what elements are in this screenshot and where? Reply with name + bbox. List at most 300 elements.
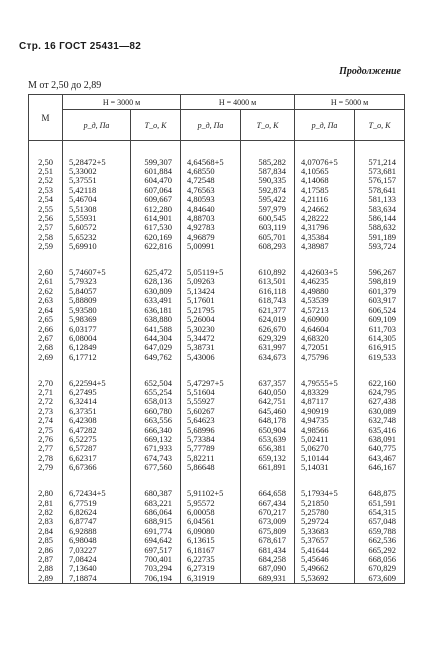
m-cell: 2,72 (29, 397, 63, 406)
p-4000-cell: 5,21795 (181, 306, 241, 315)
m-cell: 2,77 (29, 444, 63, 453)
spacer-cell (29, 473, 63, 490)
spacer-cell (131, 473, 181, 490)
spacer-cell (295, 473, 355, 490)
t-5000-cell: 635,416 (355, 426, 405, 435)
table-row (29, 463, 405, 472)
p-5000-cell: 5,41644 (295, 546, 355, 555)
spacer-cell (295, 141, 355, 158)
table-body (29, 141, 405, 584)
t-5000-cell: 611,703 (355, 325, 405, 334)
t-4000-cell: 645,460 (241, 407, 295, 416)
spacer-cell (181, 473, 241, 490)
m-cell: 2,64 (29, 306, 63, 315)
p-5000-cell: 5,29724 (295, 517, 355, 526)
t-5000-cell: 598,819 (355, 277, 405, 286)
t-4000-cell: 590,335 (241, 176, 295, 185)
t-4000-cell: 678,617 (241, 536, 295, 545)
p-5000-cell: 5,45646 (295, 555, 355, 564)
t-4000-cell: 659,132 (241, 454, 295, 463)
p-3000-cell: 5,46704 (63, 195, 131, 204)
t-3000-cell: 612,280 (131, 205, 181, 214)
p-4000-cell: 6,18167 (181, 546, 241, 555)
t-4000-cell: 585,282 (241, 158, 295, 167)
p-3000-cell: 6,87747 (63, 517, 131, 526)
m-cell: 2,75 (29, 426, 63, 435)
t-3000-cell: 607,064 (131, 186, 181, 195)
p-3000-cell: 6,52275 (63, 435, 131, 444)
t-4000-cell: 626,670 (241, 325, 295, 334)
t-4000-cell: 634,673 (241, 353, 295, 362)
m-cell: 2,79 (29, 463, 63, 472)
p-4000-cell: 5,95572 (181, 499, 241, 508)
p-3000-cell: 5,69910 (63, 242, 131, 251)
p-5000-cell: 4,53539 (295, 296, 355, 305)
t-5000-cell: 606,524 (355, 306, 405, 315)
p-4000-cell: 5,64623 (181, 416, 241, 425)
header-group-4000: Н = 4000 м (181, 95, 295, 110)
t-5000-cell: 646,167 (355, 463, 405, 472)
spacer-cell (295, 362, 355, 379)
table-row (29, 574, 405, 584)
t-5000-cell: 601,379 (355, 287, 405, 296)
p-4000-cell: 5,55927 (181, 397, 241, 406)
m-cell: 2,76 (29, 435, 63, 444)
t-5000-cell: 668,056 (355, 555, 405, 564)
t-4000-cell: 637,357 (241, 379, 295, 388)
t-5000-cell: 581,133 (355, 195, 405, 204)
m-cell: 2,89 (29, 574, 63, 584)
t-3000-cell: 706,194 (131, 574, 181, 584)
p-3000-cell: 6,03177 (63, 325, 131, 334)
t-4000-cell: 595,422 (241, 195, 295, 204)
m-cell: 2,66 (29, 325, 63, 334)
t-3000-cell: 630,809 (131, 287, 181, 296)
t-4000-cell: 689,931 (241, 574, 295, 584)
header-group-3000: Н = 3000 м (63, 95, 181, 110)
p-4000-cell: 6,22735 (181, 555, 241, 564)
p-5000-cell: 5,17934+5 (295, 489, 355, 498)
t-5000-cell: 654,315 (355, 508, 405, 517)
t-3000-cell: 609,667 (131, 195, 181, 204)
p-3000-cell: 6,08004 (63, 334, 131, 343)
t-3000-cell: 686,064 (131, 508, 181, 517)
p-5000-cell: 4,07076+5 (295, 158, 355, 167)
t-4000-cell: 631,997 (241, 343, 295, 352)
p-5000-cell: 4,49880 (295, 287, 355, 296)
p-5000-cell: 4,35384 (295, 233, 355, 242)
t-3000-cell: 633,491 (131, 296, 181, 305)
p-4000-cell: 4,76563 (181, 186, 241, 195)
spacer-cell (355, 141, 405, 158)
p-5000-cell: 4,46235 (295, 277, 355, 286)
spacer-cell (181, 252, 241, 269)
p-4000-cell: 4,84640 (181, 205, 241, 214)
m-cell: 2,86 (29, 546, 63, 555)
t-5000-cell: 673,609 (355, 574, 405, 584)
t-4000-cell: 664,658 (241, 489, 295, 498)
spacer-cell (131, 252, 181, 269)
p-4000-cell: 5,77789 (181, 444, 241, 453)
t-3000-cell: 622,816 (131, 242, 181, 251)
m-cell: 2,73 (29, 407, 63, 416)
t-5000-cell: 573,681 (355, 167, 405, 176)
p-4000-cell: 5,05119+5 (181, 268, 241, 277)
p-5000-cell: 5,33683 (295, 527, 355, 536)
data-table-wrapper (28, 94, 404, 584)
spacer-cell (131, 362, 181, 379)
p-5000-cell: 5,10144 (295, 454, 355, 463)
p-3000-cell: 5,28472+5 (63, 158, 131, 167)
t-3000-cell: 601,884 (131, 167, 181, 176)
p-4000-cell: 6,04561 (181, 517, 241, 526)
t-3000-cell: 628,136 (131, 277, 181, 286)
range-caption: М от 2,50 до 2,89 (28, 80, 102, 91)
page-header: Стр. 16 ГОСТ 25431—82 (19, 41, 142, 52)
t-3000-cell: 617,530 (131, 223, 181, 232)
m-cell: 2,62 (29, 287, 63, 296)
t-4000-cell: 616,118 (241, 287, 295, 296)
m-cell: 2,74 (29, 416, 63, 425)
t-3000-cell: 652,504 (131, 379, 181, 388)
m-cell: 2,65 (29, 315, 63, 324)
p-5000-cell: 4,64604 (295, 325, 355, 334)
m-cell: 2,51 (29, 167, 63, 176)
t-5000-cell: 651,591 (355, 499, 405, 508)
p-4000-cell: 5,09263 (181, 277, 241, 286)
spacer-cell (29, 141, 63, 158)
p-5000-cell: 5,02411 (295, 435, 355, 444)
t-3000-cell: 700,401 (131, 555, 181, 564)
spacer-cell (241, 473, 295, 490)
m-cell: 2,83 (29, 517, 63, 526)
t-4000-cell: 673,009 (241, 517, 295, 526)
t-3000-cell: 647,029 (131, 343, 181, 352)
t-5000-cell: 632,748 (355, 416, 405, 425)
p-5000-cell: 4,28222 (295, 214, 355, 223)
m-cell: 2,88 (29, 564, 63, 573)
t-5000-cell: 662,536 (355, 536, 405, 545)
t-4000-cell: 661,891 (241, 463, 295, 472)
p-4000-cell: 5,82211 (181, 454, 241, 463)
p-5000-cell: 5,14031 (295, 463, 355, 472)
p-3000-cell: 7,08424 (63, 555, 131, 564)
spacer-cell (181, 362, 241, 379)
p-4000-cell: 5,30230 (181, 325, 241, 334)
t-3000-cell: 636,181 (131, 306, 181, 315)
t-5000-cell: 640,775 (355, 444, 405, 453)
p-3000-cell: 6,32414 (63, 397, 131, 406)
p-3000-cell: 5,74607+5 (63, 268, 131, 277)
t-3000-cell: 625,472 (131, 268, 181, 277)
t-4000-cell: 640,050 (241, 388, 295, 397)
t-3000-cell: 614,901 (131, 214, 181, 223)
p-5000-cell: 4,94735 (295, 416, 355, 425)
header-p-3000: p_д, Па (63, 110, 131, 141)
p-4000-cell: 5,47297+5 (181, 379, 241, 388)
p-5000-cell: 5,49662 (295, 564, 355, 573)
t-4000-cell: 608,293 (241, 242, 295, 251)
m-cell: 2,70 (29, 379, 63, 388)
p-3000-cell: 5,37551 (63, 176, 131, 185)
p-4000-cell: 5,68996 (181, 426, 241, 435)
header-p-4000: p_д, Па (181, 110, 241, 141)
m-cell: 2,60 (29, 268, 63, 277)
atmosphere-table (28, 94, 405, 584)
t-3000-cell: 677,560 (131, 463, 181, 472)
p-5000-cell: 4,17585 (295, 186, 355, 195)
t-3000-cell: 660,780 (131, 407, 181, 416)
t-5000-cell: 616,915 (355, 343, 405, 352)
m-cell: 2,87 (29, 555, 63, 564)
t-5000-cell: 619,533 (355, 353, 405, 362)
p-3000-cell: 6,92888 (63, 527, 131, 536)
t-3000-cell: 620,169 (131, 233, 181, 242)
p-4000-cell: 4,68550 (181, 167, 241, 176)
t-4000-cell: 597,979 (241, 205, 295, 214)
t-4000-cell: 603,119 (241, 223, 295, 232)
t-5000-cell: 627,438 (355, 397, 405, 406)
header-t-4000: T_о, К (241, 110, 295, 141)
p-5000-cell: 4,24662 (295, 205, 355, 214)
p-4000-cell: 5,17601 (181, 296, 241, 305)
t-5000-cell: 657,048 (355, 517, 405, 526)
t-3000-cell: 694,642 (131, 536, 181, 545)
p-5000-cell: 4,57213 (295, 306, 355, 315)
t-4000-cell: 624,019 (241, 315, 295, 324)
t-5000-cell: 665,292 (355, 546, 405, 555)
t-5000-cell: 670,829 (355, 564, 405, 573)
m-cell: 2,78 (29, 454, 63, 463)
m-cell: 2,52 (29, 176, 63, 185)
t-5000-cell: 638,091 (355, 435, 405, 444)
p-4000-cell: 5,00991 (181, 242, 241, 251)
p-4000-cell: 6,13615 (181, 536, 241, 545)
spacer-cell (63, 252, 131, 269)
p-4000-cell: 6,27319 (181, 564, 241, 573)
p-4000-cell: 6,31919 (181, 574, 241, 584)
p-3000-cell: 6,27495 (63, 388, 131, 397)
t-3000-cell: 599,307 (131, 158, 181, 167)
t-4000-cell: 587,834 (241, 167, 295, 176)
spacer-cell (241, 362, 295, 379)
t-5000-cell: 659,788 (355, 527, 405, 536)
t-3000-cell: 604,470 (131, 176, 181, 185)
p-3000-cell: 5,33002 (63, 167, 131, 176)
t-3000-cell: 697,517 (131, 546, 181, 555)
p-5000-cell: 5,25780 (295, 508, 355, 517)
m-cell: 2,57 (29, 223, 63, 232)
p-3000-cell: 5,93580 (63, 306, 131, 315)
p-4000-cell: 4,64568+5 (181, 158, 241, 167)
p-5000-cell: 4,31796 (295, 223, 355, 232)
t-4000-cell: 592,874 (241, 186, 295, 195)
spacer-cell (355, 362, 405, 379)
spacer-cell (29, 362, 63, 379)
t-4000-cell: 629,329 (241, 334, 295, 343)
t-4000-cell: 667,434 (241, 499, 295, 508)
p-3000-cell: 5,84057 (63, 287, 131, 296)
t-4000-cell: 605,701 (241, 233, 295, 242)
p-4000-cell: 5,43006 (181, 353, 241, 362)
p-5000-cell: 4,90919 (295, 407, 355, 416)
p-4000-cell: 5,91102+5 (181, 489, 241, 498)
p-3000-cell: 7,18874 (63, 574, 131, 584)
t-5000-cell: 583,634 (355, 205, 405, 214)
m-cell: 2,53 (29, 186, 63, 195)
p-3000-cell: 5,51308 (63, 205, 131, 214)
p-5000-cell: 5,21850 (295, 499, 355, 508)
m-cell: 2,71 (29, 388, 63, 397)
m-cell: 2,82 (29, 508, 63, 517)
t-3000-cell: 641,588 (131, 325, 181, 334)
t-5000-cell: 603,917 (355, 296, 405, 305)
spacer-cell (241, 141, 295, 158)
p-5000-cell: 4,60900 (295, 315, 355, 324)
p-3000-cell: 6,77519 (63, 499, 131, 508)
block-spacer (29, 252, 405, 269)
t-5000-cell: 593,724 (355, 242, 405, 251)
t-4000-cell: 670,217 (241, 508, 295, 517)
p-3000-cell: 5,42118 (63, 186, 131, 195)
header-t-5000: T_о, К (355, 110, 405, 141)
t-4000-cell: 613,501 (241, 277, 295, 286)
m-cell: 2,68 (29, 343, 63, 352)
p-5000-cell: 4,38987 (295, 242, 355, 251)
t-5000-cell: 609,109 (355, 315, 405, 324)
t-3000-cell: 669,132 (131, 435, 181, 444)
p-4000-cell: 5,60267 (181, 407, 241, 416)
p-3000-cell: 6,22594+5 (63, 379, 131, 388)
p-4000-cell: 5,51604 (181, 388, 241, 397)
table-row (29, 242, 405, 251)
p-5000-cell: 4,10565 (295, 167, 355, 176)
t-5000-cell: 614,305 (355, 334, 405, 343)
p-5000-cell: 4,87117 (295, 397, 355, 406)
p-4000-cell: 4,72548 (181, 176, 241, 185)
p-4000-cell: 5,38731 (181, 343, 241, 352)
header-m: М (29, 95, 63, 141)
header-t-3000: T_о, К (131, 110, 181, 141)
p-3000-cell: 7,13640 (63, 564, 131, 573)
p-3000-cell: 6,72434+5 (63, 489, 131, 498)
p-5000-cell: 4,21116 (295, 195, 355, 204)
t-3000-cell: 666,340 (131, 426, 181, 435)
t-5000-cell: 643,467 (355, 454, 405, 463)
t-3000-cell: 638,880 (131, 315, 181, 324)
p-3000-cell: 6,57287 (63, 444, 131, 453)
p-4000-cell: 5,73384 (181, 435, 241, 444)
header-group-5000: Н = 5000 м (295, 95, 405, 110)
p-3000-cell: 6,67366 (63, 463, 131, 472)
p-3000-cell: 6,37351 (63, 407, 131, 416)
spacer-cell (355, 473, 405, 490)
t-3000-cell: 703,294 (131, 564, 181, 573)
spacer-cell (63, 141, 131, 158)
spacer-cell (295, 252, 355, 269)
p-5000-cell: 4,68320 (295, 334, 355, 343)
t-4000-cell: 600,545 (241, 214, 295, 223)
m-cell: 2,85 (29, 536, 63, 545)
p-3000-cell: 5,55931 (63, 214, 131, 223)
m-cell: 2,61 (29, 277, 63, 286)
m-cell: 2,69 (29, 353, 63, 362)
p-3000-cell: 6,98048 (63, 536, 131, 545)
t-4000-cell: 618,743 (241, 296, 295, 305)
p-3000-cell: 6,82624 (63, 508, 131, 517)
t-4000-cell: 648,178 (241, 416, 295, 425)
t-3000-cell: 674,743 (131, 454, 181, 463)
block-spacer (29, 141, 405, 158)
spacer-cell (63, 362, 131, 379)
p-5000-cell: 5,37657 (295, 536, 355, 545)
t-4000-cell: 650,904 (241, 426, 295, 435)
t-4000-cell: 621,377 (241, 306, 295, 315)
p-5000-cell: 4,79555+5 (295, 379, 355, 388)
spacer-cell (63, 473, 131, 490)
t-4000-cell: 656,381 (241, 444, 295, 453)
p-3000-cell: 7,03227 (63, 546, 131, 555)
t-3000-cell: 658,013 (131, 397, 181, 406)
m-cell: 2,81 (29, 499, 63, 508)
p-3000-cell: 5,79323 (63, 277, 131, 286)
m-cell: 2,50 (29, 158, 63, 167)
p-3000-cell: 6,47282 (63, 426, 131, 435)
m-cell: 2,58 (29, 233, 63, 242)
m-cell: 2,59 (29, 242, 63, 251)
table-row (29, 353, 405, 362)
p-5000-cell: 4,72051 (295, 343, 355, 352)
spacer-cell (241, 252, 295, 269)
t-4000-cell: 681,434 (241, 546, 295, 555)
p-3000-cell: 5,60572 (63, 223, 131, 232)
t-3000-cell: 649,762 (131, 353, 181, 362)
t-3000-cell: 680,387 (131, 489, 181, 498)
t-4000-cell: 675,809 (241, 527, 295, 536)
m-cell: 2,63 (29, 296, 63, 305)
p-4000-cell: 6,00058 (181, 508, 241, 517)
p-3000-cell: 6,12849 (63, 343, 131, 352)
t-3000-cell: 683,221 (131, 499, 181, 508)
m-cell: 2,80 (29, 489, 63, 498)
p-5000-cell: 4,75796 (295, 353, 355, 362)
spacer-cell (181, 141, 241, 158)
p-3000-cell: 5,98369 (63, 315, 131, 324)
p-5000-cell: 4,83329 (295, 388, 355, 397)
p-5000-cell: 4,98566 (295, 426, 355, 435)
t-5000-cell: 591,189 (355, 233, 405, 242)
t-5000-cell: 571,214 (355, 158, 405, 167)
t-4000-cell: 653,639 (241, 435, 295, 444)
t-5000-cell: 586,144 (355, 214, 405, 223)
p-4000-cell: 4,96879 (181, 233, 241, 242)
t-4000-cell: 684,258 (241, 555, 295, 564)
p-3000-cell: 6,62317 (63, 454, 131, 463)
p-4000-cell: 5,26004 (181, 315, 241, 324)
t-5000-cell: 588,632 (355, 223, 405, 232)
p-4000-cell: 4,88703 (181, 214, 241, 223)
t-5000-cell: 596,267 (355, 268, 405, 277)
p-4000-cell: 4,80593 (181, 195, 241, 204)
t-4000-cell: 687,090 (241, 564, 295, 573)
t-5000-cell: 622,160 (355, 379, 405, 388)
t-4000-cell: 642,751 (241, 397, 295, 406)
t-3000-cell: 691,774 (131, 527, 181, 536)
p-4000-cell: 5,13424 (181, 287, 241, 296)
p-4000-cell: 4,92783 (181, 223, 241, 232)
m-cell: 2,67 (29, 334, 63, 343)
m-cell: 2,55 (29, 205, 63, 214)
